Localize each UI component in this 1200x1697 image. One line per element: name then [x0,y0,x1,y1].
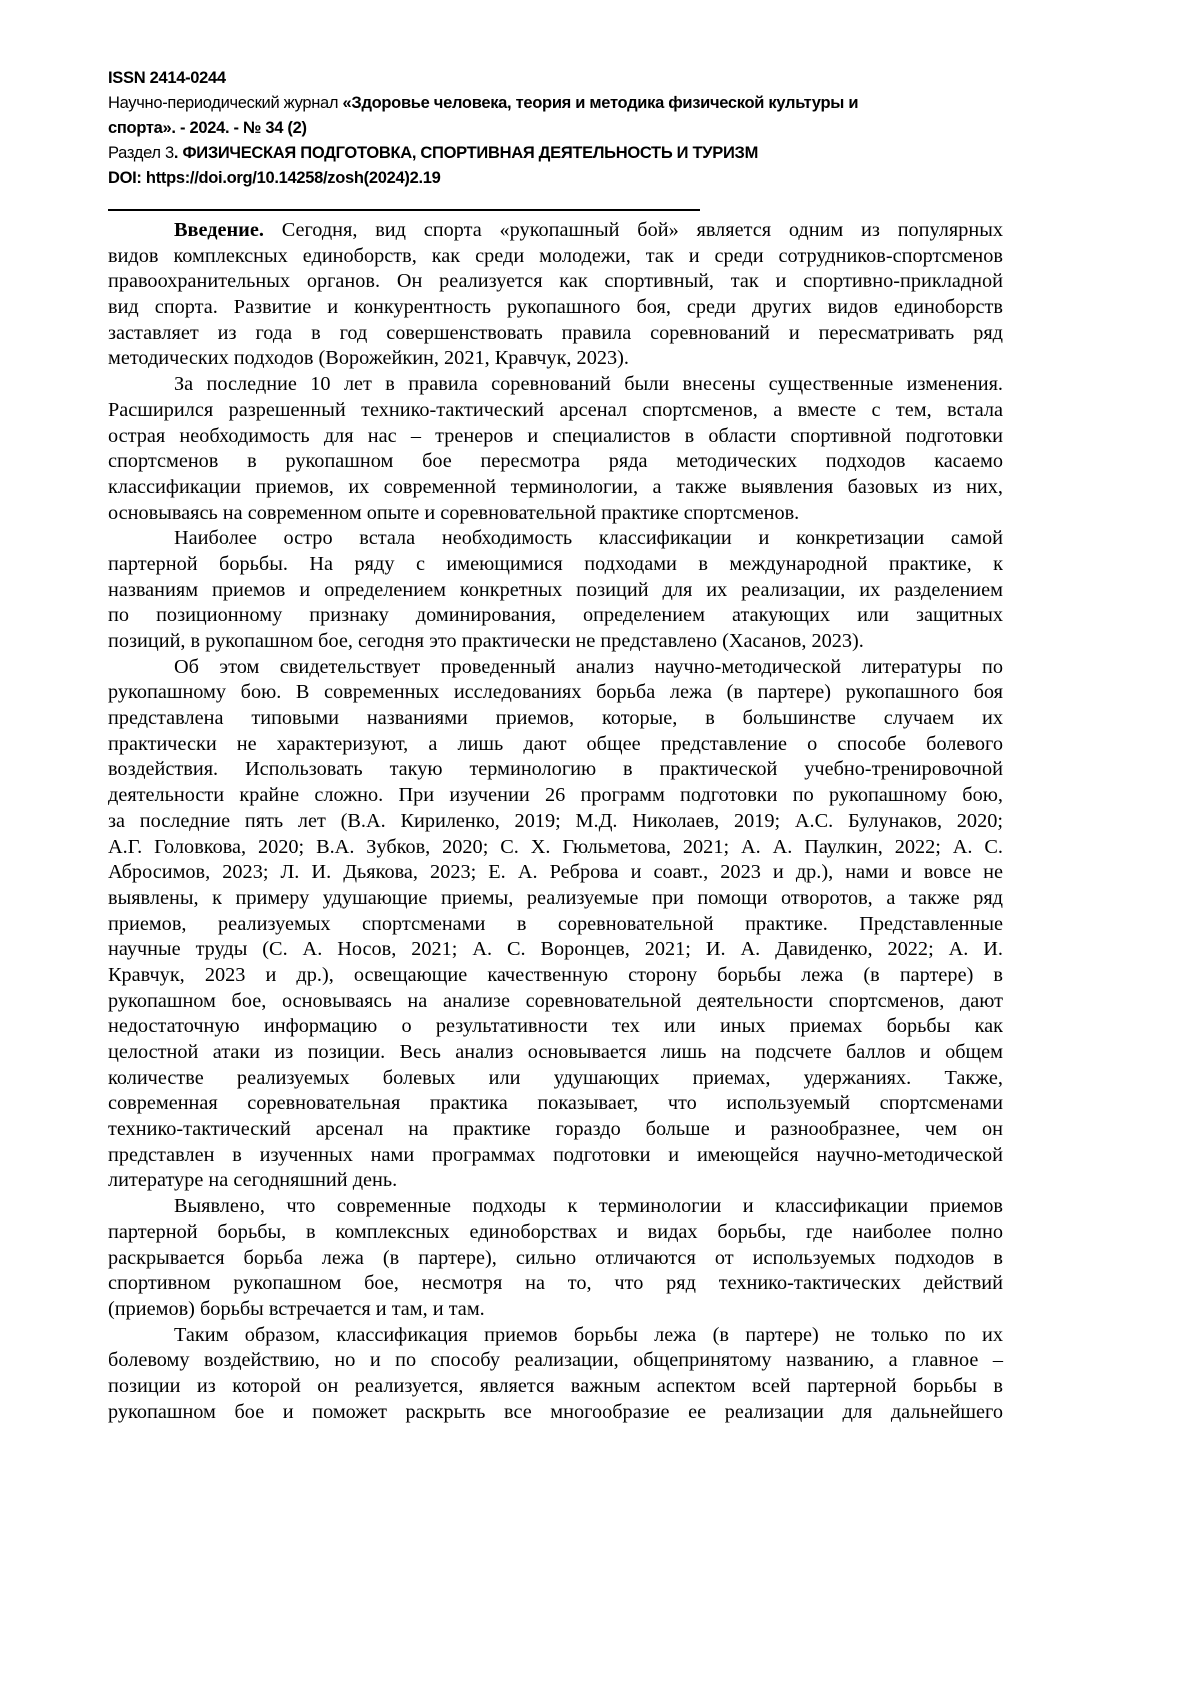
paragraph [108,1194,1003,1322]
text-line: Об этом свидетельствует проведенный анализ научно-методической литературы по [174,655,1003,678]
text-line: (приемов) борьбы встречается и там, и там. [108,1297,485,1320]
text-line: позиций, в рукопашном бое, сегодня это практически не представлено (Хасанов, 2023). [108,630,864,652]
text-line: рукопашному бою. В современных исследованиях борьба лежа (в партере) рукопашного боя [108,681,1003,704]
text-line: вид спорта. Развитие и конкурентность рукопашного боя, среди других видов единоборств [108,296,1003,319]
text-line: За последние 10 лет в правила соревнований были внесены существенные изменения. [174,373,1003,396]
intro-heading: Введение. [174,219,264,241]
text-line: Наиболее остро встала необходимость классификации и конкретизации самой [174,527,1003,550]
doi: DOI: https://doi.org/10.14258/zosh(2024)2.19 [108,169,441,187]
text-line: А.Г. Головкова, 2020; В.А. Зубков, 2020; С. Х. Гюльметова, 2021; А. А. Паулкин, 2022; А. С. [108,835,1003,858]
text-line: основываясь на современном опыте и соревновательной практике спортсменов. [108,501,800,524]
text-line: выявлены, к примеру удушающие приемы, реализуемые при помощи отворотов, а также ряд [108,886,1003,909]
text-line: Кравчук, 2023 и др.), освещающие качественную сторону борьбы лежа (в партере) в [108,963,1003,986]
text-line: представлен в изученных нами программах подготовки и имеющейся научно-методической [108,1143,1003,1166]
text-line: партерной борьбы, в комплексных единоборствах и видах борьбы, где наиболее полно [108,1220,1003,1243]
text-line: Таким образом, классификация приемов борьбы лежа (в партере) не только по их [174,1323,1003,1346]
paragraph [108,655,1003,1194]
text-line: болевому воздействию, но и по способу реализации, общепринятому названию, а главное – [108,1349,1003,1372]
text-line: партерной борьбы. На ряду с имеющимися подходами в международной практике, к [108,552,1003,575]
text-line: названиям приемов и определением конкретных позиций для их реализации, их разделением [108,578,1003,601]
text-line: научные труды (С. А. Носов, 2021; А. С. Воронцев, 2021; И. А. Давиденко, 2022; А. И. [108,938,1003,961]
journal-issue: спорта». - 2024. - № 34 (2) [108,119,307,137]
text-line: по позиционному признаку доминирования, определением атакующих или защитных [108,604,1003,627]
text-line: методических подходов (Ворожейкин, 2021, Кравчук, 2023). [108,347,629,370]
text-line: классификации приемов, их современной терминологии, а также выявления базовых из них, [108,475,1003,498]
text-line: воздействия. Использовать такую терминологию в практической учебно-тренировочной [108,758,1003,781]
text-line: рукопашном бое, основываясь на анализе соревновательной деятельности спортсменов, дают [108,989,1003,1012]
paragraph [108,372,1003,526]
section-prefix: Раздел 3 [108,144,174,162]
text-line: представлена типовыми названиями приемов, которые, в большинстве случаем их [108,707,1003,730]
text-line: правоохранительных органов. Он реализуется как спортивный, так и спортивно-прикладной [108,270,1003,293]
text-line: деятельности крайне сложно. При изучении 26 программ подготовки по рукопашному бою, [108,784,1003,807]
text-line: Введение. Сегодня, вид спорта «рукопашный бой» является одним из популярных [174,219,1003,241]
section-title: . ФИЗИЧЕСКАЯ ПОДГОТОВКА, СПОРТИВНАЯ ДЕЯТЕЛЬНОСТЬ И ТУРИЗМ [173,144,759,162]
paragraph [108,1323,1003,1426]
text-line: острая необходимость для нас – тренеров и специалистов в области спортивной подготовки [108,424,1003,447]
text-line: технико-тактический арсенал на практике гораздо больше и разнообразнее, чем он [108,1118,1003,1141]
text-line: Расширился разрешенный технико-тактический арсенал спортсменов, а вместе с тем, встала [108,398,1003,421]
text-line: видов комплексных единоборств, как среди молодежи, так и среди сотрудников-спортсменов [108,244,1003,267]
text-line: позиции из которой он реализуется, является важным аспектом всей партерной борьбы в [108,1374,1003,1397]
text-line: приемов, реализуемых спортсменами в соревновательной практике. Представленные [108,912,1003,935]
section-line [108,141,1008,166]
issn: ISSN 2414-0244 [108,69,226,87]
text-line: практически не характеризуют, а лишь дают общее представление о способе болевого [108,732,1003,755]
journal-prefix: Научно-периодический журнал [108,94,343,112]
text-line: раскрывается борьба лежа (в партере), сильно отличаются от используемых подходов в [108,1246,1003,1269]
paragraph [108,526,1003,654]
text-line: Абросимов, 2023; Л. И. Дьякова, 2023; Е. А. Реброва и соавт., 2023 и др.), нами и вовсе не [108,861,1003,884]
text-line: целостной атаки из позиции. Весь анализ основывается лишь на подсчете баллов и общем [108,1041,1003,1063]
text-line: за последние пять лет (В.А. Кириленко, 2019; М.Д. Николаев, 2019; А.С. Булунаков, 2020; [108,809,1003,832]
journal-header [108,66,1008,191]
text-line: заставляет из года в год совершенствовать правила соревнований и пересматривать ряд [108,321,1003,344]
text-line: Выявлено, что современные подходы к терминологии и классификации приемов [174,1195,1003,1218]
text-line: современная соревновательная практика показывает, что используемый спортсменами [108,1092,1003,1115]
paragraph [108,218,1003,372]
text-line: спортивном рукопашном бое, несмотря на то, что ряд технико-тактических действий [108,1272,1003,1295]
text-line: недостаточную информацию о результативности тех или иных приемах борьбы как [108,1015,1003,1038]
header-divider [108,209,700,211]
text-line: рукопашном бое и поможет раскрыть все многообразие ее реализации для дальнейшего [108,1400,1003,1423]
article-body [108,218,1003,1425]
text-line: спортсменов в рукопашном бое пересмотра ряда методических подходов касаемо [108,450,1003,473]
text-line: литературе на сегодняшний день. [108,1169,398,1192]
journal-line [108,91,1008,116]
journal-title: «Здоровье человека, теория и методика физической культуры и [342,94,859,112]
text-line: количестве реализуемых болевых или удушающих приемах, удержаниях. Также, [108,1066,1003,1089]
